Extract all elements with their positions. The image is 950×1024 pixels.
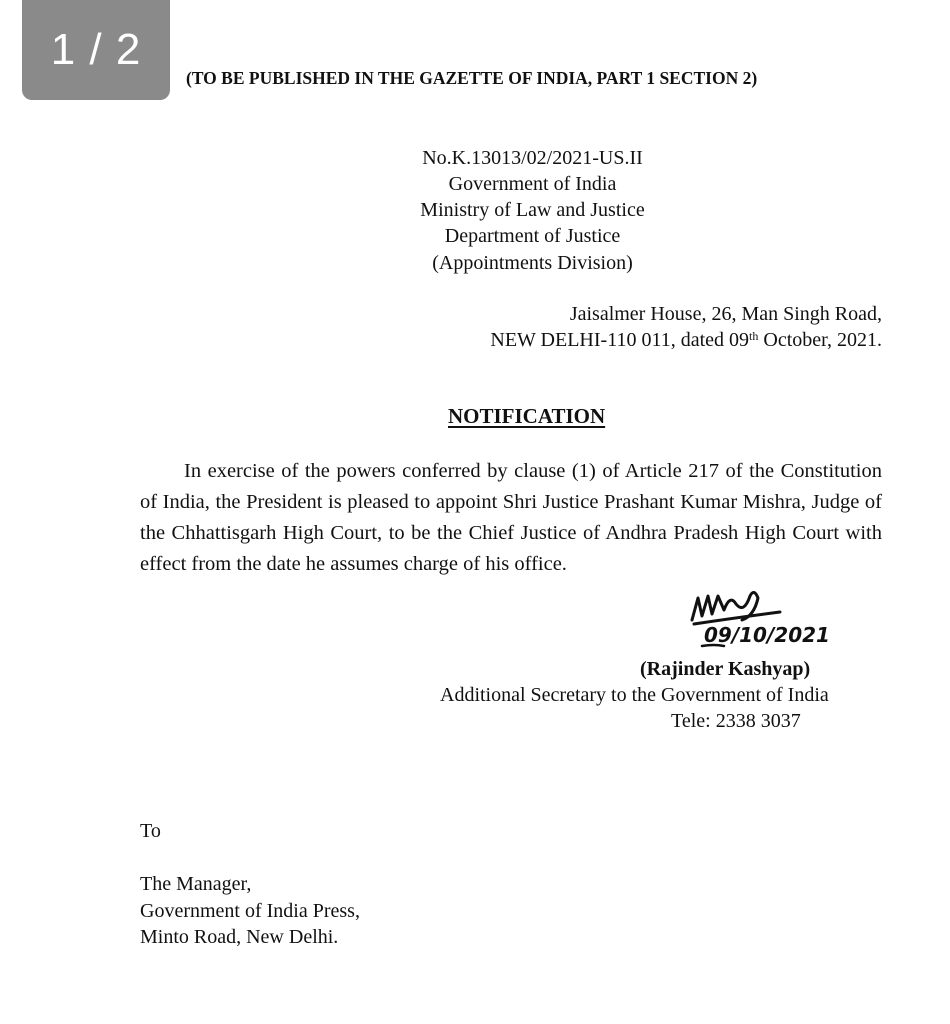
handwritten-signature: [684, 590, 834, 656]
signatory-title: Additional Secretary to the Government of India: [440, 684, 829, 706]
address-line-1: Jaisalmer House, 26, Man Singh Road,: [569, 303, 882, 325]
signature-date: 09/10/2021: [704, 623, 830, 647]
notification-title: NOTIFICATION: [448, 404, 606, 428]
to-label: To: [140, 820, 161, 842]
recipient-line-1: The Manager,: [140, 873, 252, 895]
address-date-rest: October, 2021.: [758, 329, 882, 351]
gazette-heading: (TO BE PUBLISHED IN THE GAZETTE OF INDIA, PART 1 SECTION 2): [186, 68, 758, 88]
page-indicator-badge: [22, 0, 170, 100]
file-number: No.K.13013/02/2021-US.II: [422, 147, 643, 169]
division-name: (Appointments Division): [432, 252, 633, 274]
recipient-line-2: Government of India Press,: [140, 900, 360, 922]
page-indicator-text: 1 / 2: [50, 25, 142, 74]
address-date-prefix: NEW DELHI-110 011, dated 09: [490, 329, 750, 351]
notification-body: In exercise of the powers conferred by clause (1) of Article 217 of the Constitution of India, the President is pleased to appoint Shri Justice Prashant Kumar Mishra, Judge of the Chhattisgarh High Court, to be the Chief Justice of Andhra Pradesh High Court with effect from the date he assumes charge of his office.: [140, 460, 882, 575]
address-line-2: [490, 328, 882, 352]
department-name: Department of Justice: [444, 225, 621, 247]
signatory-telephone: Tele: 2338 3037: [671, 710, 801, 732]
ministry-name: Ministry of Law and Justice: [420, 199, 645, 221]
government-name: Government of India: [448, 173, 617, 195]
recipient-line-3: Minto Road, New Delhi.: [140, 926, 339, 948]
signatory-name: (Rajinder Kashyap): [640, 658, 811, 680]
address-date-suffix-sup: th: [749, 329, 759, 343]
